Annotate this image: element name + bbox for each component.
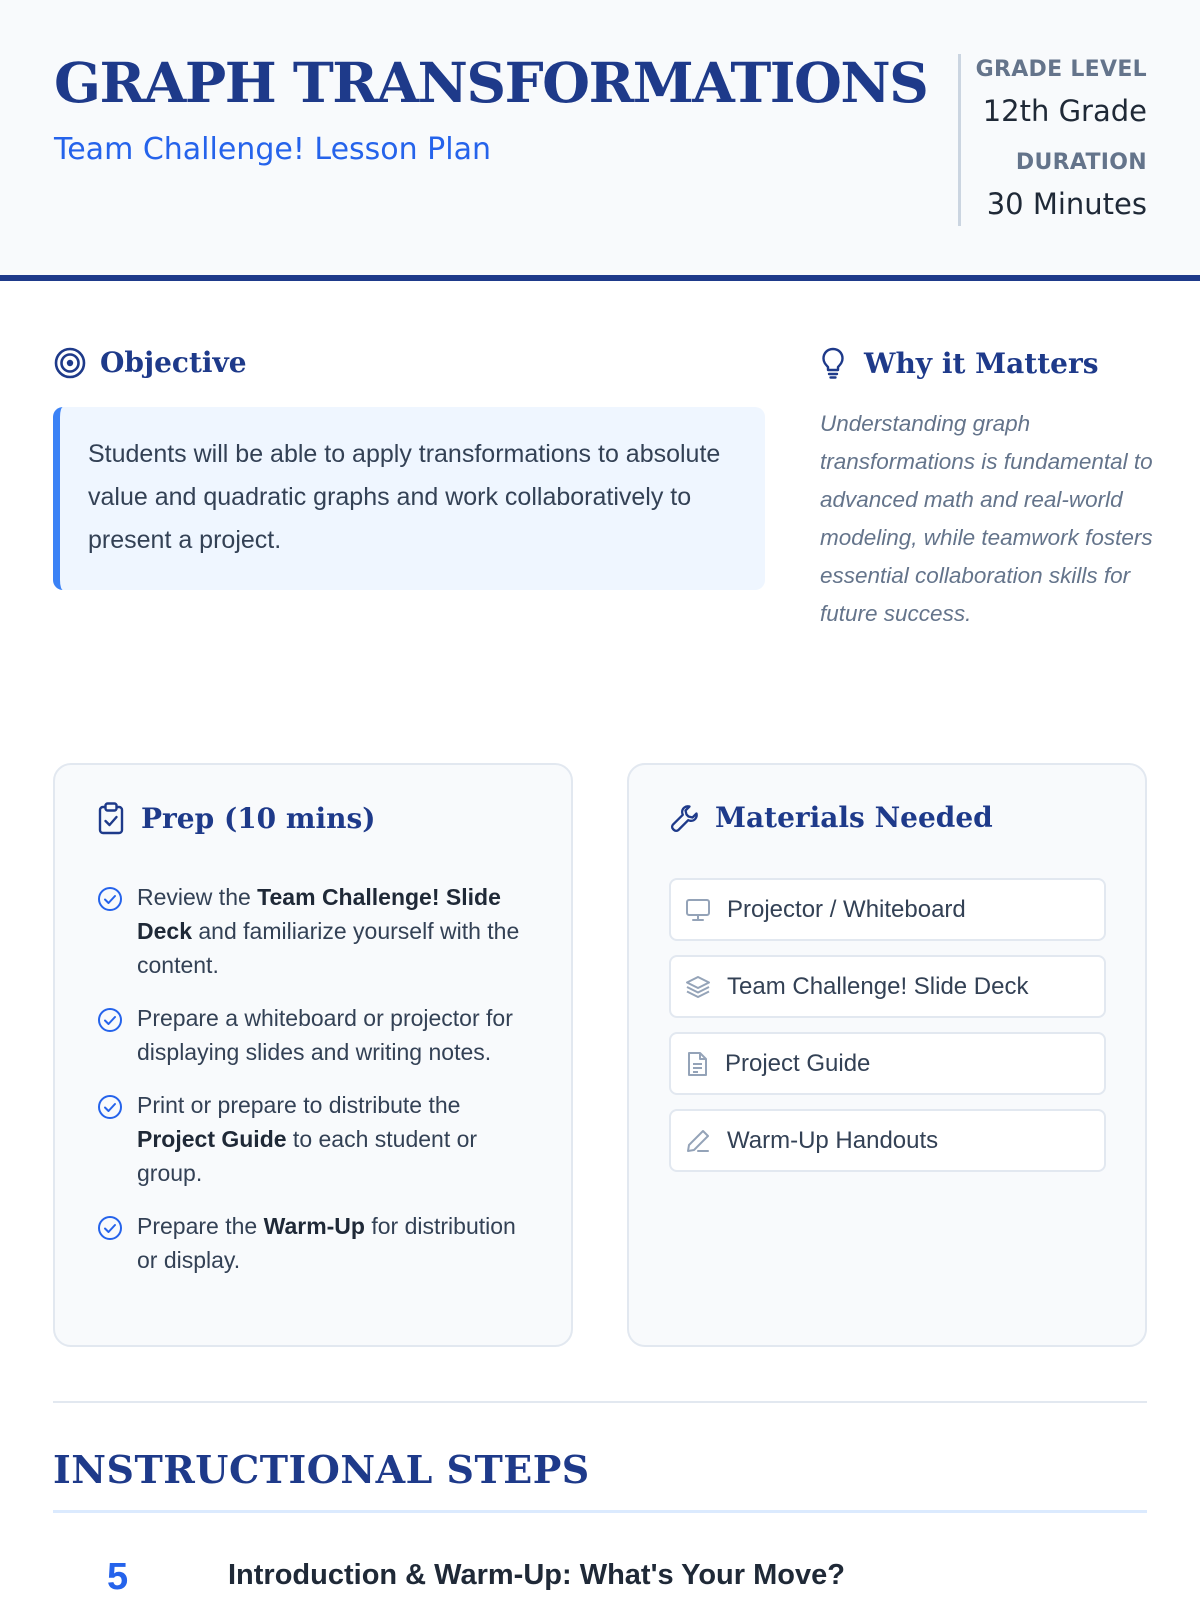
material-item: [669, 1109, 1106, 1172]
materials-list: [669, 878, 1106, 1186]
check-circle-icon: [97, 1007, 123, 1033]
prep-item-text: Prepare a whiteboard or projector for displaying slides and writing notes.: [137, 1005, 513, 1065]
material-item: [669, 955, 1106, 1018]
prep-item: [97, 880, 537, 982]
materials-heading-text: Materials Needed: [715, 801, 993, 834]
objective-heading-text: Objective: [100, 346, 247, 379]
prep-item: [97, 1209, 537, 1277]
why-heading-text: Why it Matters: [864, 346, 1099, 380]
grade-level-value: 12th Grade: [982, 94, 1147, 128]
objective-heading: [54, 346, 247, 379]
material-label: Project Guide: [725, 1049, 871, 1077]
wrench-icon: [669, 802, 701, 834]
steps-heading-underline: [53, 1510, 1147, 1513]
material-item: [669, 878, 1106, 941]
header-divider: [958, 54, 961, 226]
monitor-icon: [685, 898, 711, 922]
page-subtitle: Team Challenge! Lesson Plan: [54, 132, 492, 167]
steps-heading: INSTRUCTIONAL STEPS: [53, 1447, 590, 1492]
duration-label: DURATION: [1015, 150, 1147, 175]
prep-item-text: Print or prepare to distribute the Project Guide to each student or group.: [137, 1092, 478, 1186]
materials-heading: [669, 801, 993, 834]
page-header: [0, 0, 1200, 281]
pencil-icon: [685, 1128, 711, 1154]
section-divider: [53, 1401, 1147, 1403]
material-label: Projector / Whiteboard: [727, 895, 966, 923]
target-icon: [54, 347, 86, 379]
page-title: GRAPH TRANSFORMATIONS: [54, 50, 928, 115]
why-heading: [820, 346, 1098, 380]
prep-heading-text: Prep (10 mins): [141, 801, 376, 835]
check-circle-icon: [97, 886, 123, 912]
step-title: Introduction & Warm-Up: What's Your Move?: [228, 1559, 845, 1591]
objective-text: Students will be able to apply transformations to absolute value and quadratic graphs and work collaboratively to present a project.: [53, 407, 765, 590]
lightbulb-icon: [820, 346, 846, 380]
prep-item-text: Prepare the Warm-Up for distribution or display.: [137, 1213, 516, 1273]
why-text: Understanding graph transformations is fundamental to advanced math and real-world modeling, while teamwork fosters essential collaboration skills for future success.: [820, 411, 1153, 626]
material-label: Team Challenge! Slide Deck: [727, 972, 1029, 1000]
materials-card: [627, 763, 1147, 1347]
grade-level-label: GRADE LEVEL: [975, 57, 1147, 82]
prep-list: [97, 880, 537, 1296]
check-circle-icon: [97, 1094, 123, 1120]
document-icon: [685, 1051, 709, 1077]
duration-value: 30 Minutes: [986, 187, 1147, 221]
check-circle-icon: [97, 1215, 123, 1241]
layers-icon: [685, 974, 711, 1000]
material-label: Warm-Up Handouts: [727, 1126, 939, 1154]
prep-item: [97, 1001, 537, 1069]
clipboard-check-icon: [97, 801, 125, 835]
prep-item-text: Review the Team Challenge! Slide Deck and familiarize yourself with the content.: [137, 884, 520, 978]
prep-card: [53, 763, 573, 1347]
material-item: [669, 1032, 1106, 1095]
step-number: 5: [107, 1556, 129, 1598]
prep-heading: [97, 801, 376, 835]
prep-item: [97, 1088, 537, 1190]
